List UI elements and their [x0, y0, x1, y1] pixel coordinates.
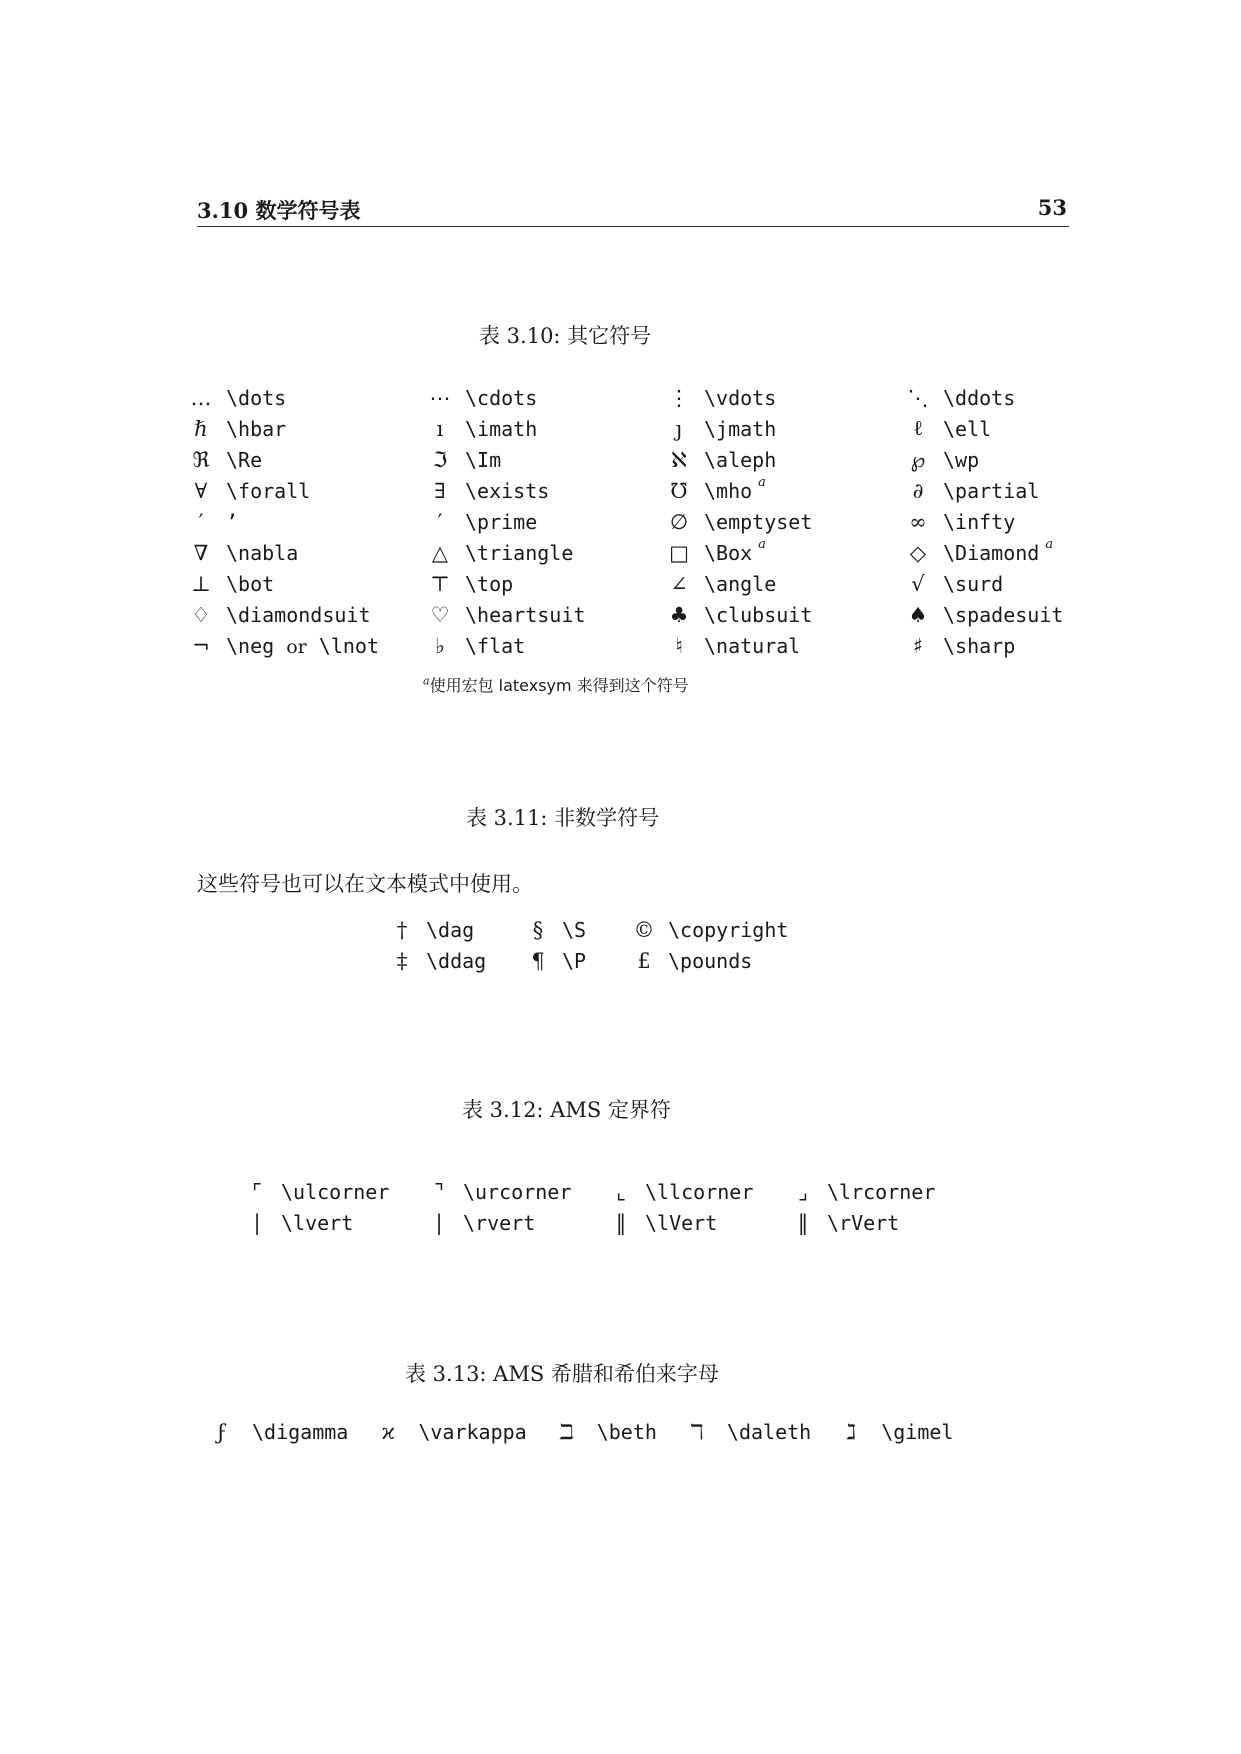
command-text: \jmath [704, 416, 777, 441]
symbol-glyph: ♢ [191, 602, 211, 627]
symbol-row [235, 1207, 963, 1238]
footnote-ref: a [1045, 536, 1054, 552]
symbol-command [699, 599, 898, 630]
symbol-glyph: ♠ [908, 602, 928, 627]
command-text: \exists [465, 478, 550, 503]
command-text: \gimel [881, 1419, 954, 1444]
symbol-glyph: ∂ [912, 478, 924, 503]
command-text: \daleth [726, 1419, 812, 1444]
symbol-command [560, 914, 622, 945]
symbol-glyph: ϝ [217, 1419, 227, 1444]
symbol-glyph: ⌟ [798, 1179, 808, 1204]
symbol-command [460, 382, 659, 413]
symbol-command [938, 444, 1137, 475]
symbol-command [699, 537, 898, 568]
symbol-command [424, 945, 516, 976]
symbol-command [461, 1207, 599, 1238]
symbol-command [873, 1416, 971, 1447]
symbol-glyph: ‖ [615, 1210, 627, 1235]
command-text: \digamma [252, 1419, 349, 1444]
symbol-row [181, 413, 1137, 444]
command-text: \urcorner [463, 1179, 572, 1204]
symbol-row [181, 506, 1137, 537]
command-text: \heartsuit [465, 602, 586, 627]
symbol-glyph: ∃ [434, 478, 446, 503]
symbol-glyph: § [532, 917, 544, 942]
symbol-command [460, 599, 659, 630]
symbol-row [181, 537, 1137, 568]
footnote-text: 使用宏包 latexsym 来得到这个符号 [429, 676, 689, 695]
command-text: \angle [704, 571, 777, 596]
symbol-command [221, 444, 420, 475]
symbol-row [200, 1416, 971, 1447]
symbol-command [699, 568, 898, 599]
symbol-command [221, 475, 420, 506]
symbol-glyph: ℷ [846, 1419, 857, 1444]
command-text: \surd [943, 571, 1004, 596]
symbol-command [825, 1207, 963, 1238]
symbol-glyph: £ [637, 948, 651, 973]
command-text: \triangle [465, 540, 574, 565]
symbol-glyph: ‖ [797, 1210, 809, 1235]
symbol-glyph: ∀ [194, 478, 208, 503]
symbol-row [181, 382, 1137, 413]
command-text: \prime [465, 509, 538, 534]
symbol-command [938, 568, 1137, 599]
symbol-glyph: ∞ [909, 509, 927, 534]
symbol-row [181, 475, 1137, 506]
symbol-glyph: ℶ [559, 1419, 574, 1444]
symbol-command [460, 413, 659, 444]
command-text: \bot [226, 571, 275, 596]
table-3-11-intro: 这些符号也可以在文本模式中使用。 [197, 872, 533, 896]
symbol-command [825, 1176, 963, 1207]
symbol-command [461, 1176, 599, 1207]
command-text: \diamondsuit [226, 602, 371, 627]
symbol-command [643, 1207, 781, 1238]
command-text: \cdots [465, 385, 538, 410]
symbol-command [938, 413, 1137, 444]
symbol-glyph: ⊤ [430, 571, 450, 596]
table-3-10 [181, 382, 1137, 661]
command-text: \top [465, 571, 514, 596]
symbol-glyph: ℓ [912, 416, 924, 440]
symbol-glyph: ℸ [690, 1419, 704, 1444]
table-3-13 [200, 1416, 971, 1447]
symbol-row [235, 1176, 963, 1207]
symbol-glyph: ♭ [435, 633, 445, 658]
symbol-glyph: ℏ [194, 416, 208, 441]
command-text: \wp [943, 447, 980, 472]
symbol-glyph: ♮ [675, 633, 683, 658]
symbol-glyph: ȷ [675, 416, 683, 441]
footnote-mark: a [423, 674, 430, 688]
symbol-glyph: ‡ [396, 948, 408, 973]
footnote [423, 673, 689, 696]
command-text: \varkappa [418, 1419, 527, 1444]
symbol-glyph: ℧ [670, 478, 688, 503]
command-text: \S [562, 917, 587, 942]
command-text: \lrcorner [827, 1179, 936, 1204]
command-text: \nabla [226, 540, 299, 565]
command-text: \Im [465, 447, 502, 472]
symbol-glyph: ◇ [909, 540, 927, 565]
symbol-glyph: □ [669, 540, 689, 565]
command-text-alt: \lnot [318, 633, 380, 658]
command-text: \emptyset [704, 509, 813, 534]
command-text: \ell [943, 416, 992, 441]
symbol-command [699, 630, 898, 661]
symbol-command [643, 1176, 781, 1207]
symbol-command [938, 537, 1137, 568]
symbol-row [380, 945, 788, 976]
table-3-12 [235, 1176, 963, 1238]
command-text: \neg [226, 633, 275, 658]
command-text: \lvert [281, 1210, 354, 1235]
symbol-command [666, 914, 788, 945]
symbol-glyph: ⋮ [668, 385, 690, 410]
command-text: \rvert [463, 1210, 536, 1235]
symbol-row [181, 568, 1137, 599]
symbol-glyph: ϰ [381, 1419, 395, 1444]
footnote-ref: a [758, 474, 766, 490]
symbol-command [460, 475, 659, 506]
symbol-command [699, 506, 898, 537]
symbol-command [244, 1416, 366, 1447]
symbol-glyph: ⊥ [191, 571, 211, 596]
command-text: \flat [465, 633, 526, 658]
table-3-12-body [235, 1176, 963, 1238]
command-text: \dag [426, 917, 475, 942]
symbol-glyph: ♣ [669, 602, 689, 627]
symbol-command [938, 599, 1137, 630]
symbol-row [181, 444, 1137, 475]
command-text: \pounds [668, 948, 753, 973]
command-text: \ddag [426, 948, 487, 973]
command-text: \P [562, 948, 587, 973]
table-3-13-caption: 表 3.13: AMS 希腊和希伯来字母 [405, 1362, 719, 1386]
command-text: \Diamond [943, 540, 1040, 565]
section-title: 3.10 数学符号表 [197, 198, 361, 223]
command-text: \hbar [226, 416, 287, 441]
symbol-glyph: ℑ [432, 447, 448, 472]
table-3-11 [380, 914, 788, 976]
symbol-glyph: ′ [437, 509, 443, 534]
symbol-glyph: ∠ [670, 571, 688, 596]
command-text: \sharp [943, 633, 1016, 658]
command-text: \forall [226, 478, 311, 503]
symbol-glyph: ′ [198, 509, 204, 534]
command-text: \ddots [943, 385, 1016, 410]
symbol-command [699, 413, 898, 444]
symbol-glyph: … [190, 385, 212, 410]
command-text: \spadesuit [943, 602, 1064, 627]
symbol-glyph: ⋱ [907, 385, 929, 410]
table-3-12-caption: 表 3.12: AMS 定界符 [462, 1098, 671, 1122]
or-text: or [286, 635, 307, 658]
symbol-command [460, 630, 659, 661]
symbol-glyph: ⌝ [434, 1179, 444, 1204]
symbol-command [410, 1416, 544, 1447]
symbol-glyph: △ [431, 540, 449, 565]
command-text: \dots [226, 385, 287, 410]
symbol-glyph: √ [911, 571, 925, 596]
symbol-row [181, 630, 1137, 661]
command-text: \lVert [645, 1210, 718, 1235]
command-text: \aleph [704, 447, 777, 472]
symbol-glyph: ∅ [669, 509, 689, 534]
symbol-command [699, 382, 898, 413]
symbol-command [221, 537, 420, 568]
table-3-11-caption: 表 3.11: 非数学符号 [466, 806, 660, 830]
symbol-glyph: ♡ [430, 602, 450, 627]
symbol-glyph: ℜ [192, 447, 210, 472]
command-text: \Box [704, 540, 753, 565]
symbol-command [666, 945, 788, 976]
command-text: \mho [704, 478, 753, 503]
symbol-glyph: ⌞ [616, 1179, 626, 1204]
table-3-13-body [200, 1416, 971, 1447]
symbol-command [279, 1207, 417, 1238]
symbol-command [719, 1416, 829, 1447]
symbol-glyph: | [435, 1210, 443, 1235]
symbol-glyph: ¬ [192, 633, 210, 658]
symbol-command [221, 382, 420, 413]
symbol-command [221, 413, 420, 444]
command-text: \ulcorner [281, 1179, 390, 1204]
symbol-row [380, 914, 788, 945]
table-3-11-body [380, 914, 788, 976]
table-3-10-caption: 表 3.10: 其它符号 [479, 324, 652, 348]
symbol-command [424, 914, 516, 945]
symbol-command [938, 506, 1137, 537]
symbol-command [938, 475, 1137, 506]
symbol-command [460, 568, 659, 599]
symbol-glyph: ℘ [910, 447, 926, 472]
symbol-command [279, 1176, 417, 1207]
symbol-command [589, 1416, 675, 1447]
command-text: \llcorner [645, 1179, 754, 1204]
symbol-glyph: ∇ [193, 540, 209, 565]
command-text: \vdots [704, 385, 777, 410]
command-text: \Re [226, 447, 263, 472]
running-header [197, 192, 1069, 227]
symbol-command [221, 568, 420, 599]
footnote-ref: a [758, 536, 766, 552]
symbol-command [938, 382, 1137, 413]
command-text: \copyright [668, 917, 789, 942]
symbol-glyph: ⌜ [252, 1179, 262, 1204]
symbol-command [221, 506, 420, 537]
page-number: 53 [1037, 195, 1067, 220]
symbol-command [221, 599, 420, 630]
command-text: \imath [465, 416, 538, 441]
symbol-command [460, 444, 659, 475]
symbol-command [699, 444, 898, 475]
command-text: \rVert [827, 1210, 900, 1235]
symbol-glyph: ℵ [671, 447, 687, 472]
command-text: \partial [943, 478, 1040, 503]
command-text: \clubsuit [704, 602, 813, 627]
table-3-10-body [181, 382, 1137, 661]
symbol-glyph: | [253, 1210, 261, 1235]
command-text: \natural [704, 633, 801, 658]
symbol-glyph: © [633, 917, 655, 942]
symbol-command [938, 630, 1137, 661]
symbol-glyph: ı [436, 416, 444, 441]
symbol-glyph: † [396, 917, 408, 942]
symbol-command [560, 945, 622, 976]
command-text: \infty [943, 509, 1016, 534]
symbol-command [221, 630, 420, 661]
command-text: \beth [596, 1419, 657, 1444]
symbol-glyph: ¶ [531, 948, 545, 973]
symbol-command [460, 537, 659, 568]
symbol-glyph: ♯ [912, 633, 924, 658]
symbol-command [460, 506, 659, 537]
command-text: ’ [226, 509, 239, 534]
symbol-glyph: ⋯ [429, 385, 451, 410]
symbol-command [699, 475, 898, 506]
symbol-row [181, 599, 1137, 630]
